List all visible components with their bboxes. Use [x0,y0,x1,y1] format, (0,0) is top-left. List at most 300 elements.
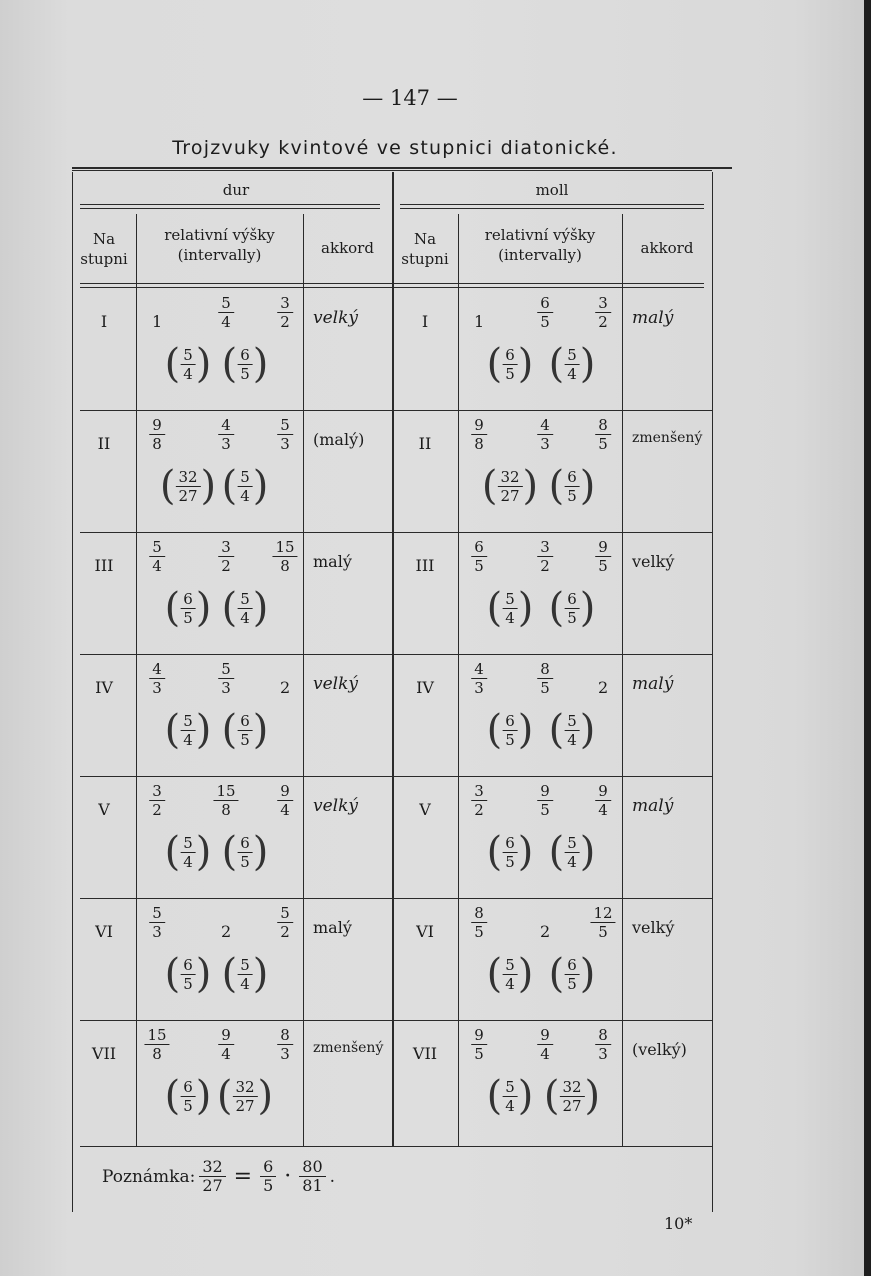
moll-ratio-denominator: 5 [474,1045,484,1063]
moll-interval-numerator: 6 [564,468,580,487]
moll-interval [486,585,534,631]
dur-ratio-numerator: 8 [277,1026,293,1045]
moll-interval-denominator: 5 [567,486,577,505]
dur-ratio-denominator: 2 [152,801,162,819]
moll-interval-fraction [564,712,580,749]
moll-ratio [595,416,611,453]
footnote [102,1158,335,1195]
dur-interval [221,341,269,387]
moll-interval [548,951,596,997]
moll-interval-numerator: 5 [564,712,580,731]
moll-interval-fraction [502,590,518,627]
dur-interval-fraction [237,712,253,749]
dur-interval [164,1073,212,1119]
dur-interval-denominator: 4 [240,608,250,627]
dur-ratio-denominator: 8 [280,557,290,575]
moll-interval-fraction [564,468,580,505]
moll-ratio-denominator: 2 [540,557,550,575]
moll-interval [486,951,534,997]
moll-interval-paren-left: ( [486,341,503,387]
dur-ratio-numerator: 9 [277,782,293,801]
moll-ratio-numerator: 8 [595,1026,611,1045]
moll-ratio-numerator: 12 [590,904,615,923]
moll-interval-denominator: 4 [505,608,515,627]
dur-interval-denominator: 4 [183,364,193,383]
moll-ratio-denominator: 5 [540,679,550,697]
dur-interval-paren-left: ( [164,951,181,997]
dur-ratio-numerator: 5 [277,416,293,435]
dur-chord-label: malý [313,918,352,937]
moll-interval-fraction [559,1078,584,1115]
dur-ratio [149,416,165,453]
dur-interval-denominator: 4 [183,730,193,749]
dur-interval-denominator: 5 [183,974,193,993]
dur-ratio-numerator: 5 [149,538,165,557]
dur-ratio-denominator: 3 [221,435,231,453]
moll-chord-label: (velký) [632,1040,687,1059]
moll-interval [548,707,596,753]
row-rule [80,898,392,899]
dur-ratio [149,904,165,941]
moll-interval-paren-right: ) [584,1073,601,1119]
dur-interval-paren-left: ( [221,585,238,631]
dur-ratio [149,660,165,697]
signature-mark: 10* [664,1214,693,1233]
row-rule [394,654,712,655]
dur-interval-paren-left: ( [164,341,181,387]
moll-interval [548,463,596,509]
dur-ratio-denominator: 8 [152,435,162,453]
dur-ratio [218,660,234,697]
moll-interval-numerator: 5 [502,1078,518,1097]
moll-interval-paren-left: ( [548,585,565,631]
moll-interval-fraction [564,956,580,993]
dur-ratio-numerator: 4 [218,416,234,435]
moll-ratio-numerator: 9 [537,1026,553,1045]
moll-ratio-numerator: 8 [595,416,611,435]
dur-interval-numerator: 5 [237,468,253,487]
moll-ratio [537,294,553,331]
row-rule [80,410,392,411]
moll-chord-label: velký [632,918,675,937]
moll-interval-paren-right: ) [579,585,596,631]
dur-ratios-header [136,225,303,265]
dur-ratios-header-line1: relativní výšky [164,226,275,244]
dur-interval-denominator: 5 [183,1096,193,1115]
dur-interval-denominator: 27 [235,1096,255,1115]
footnote-label: Poznámka: [102,1166,196,1187]
top-rule-inner [72,170,712,171]
dur-interval-paren-left: ( [221,341,238,387]
dur-ratio-denominator: 4 [221,313,231,331]
moll-interval-paren-right: ) [522,463,539,509]
dur-interval-numerator: 5 [237,590,253,609]
dur-ratio [218,294,234,331]
dur-degree-header [72,229,136,269]
moll-interval-paren-left: ( [548,829,565,875]
degree-label: III [415,556,435,575]
row-rule [394,532,712,533]
dur-ratio-denominator: 3 [152,923,162,941]
moll-interval-paren-right: ) [517,341,534,387]
moll-interval-numerator: 5 [564,346,580,365]
dur-ratio-numerator: 15 [144,1026,169,1045]
dur-interval-fraction [180,834,196,871]
dur-header-rule [80,204,380,205]
dur-interval-paren-right: ) [252,829,269,875]
moll-interval [548,829,596,875]
dur-interval [221,951,269,997]
moll-interval-numerator: 6 [564,590,580,609]
dur-heading-line1: dur [222,181,250,199]
moll-ratio [537,1026,553,1063]
moll-ratio-denominator: 5 [474,557,484,575]
moll-chord-label: zmenšený [632,430,703,446]
dur-ratio-numerator: 5 [218,660,234,679]
moll-ratio-whole: 2 [598,678,609,697]
moll-interval-paren-left: ( [486,585,503,631]
footnote-fraction-b: 80 81 [299,1158,325,1195]
subheader-rule-2 [80,287,704,288]
subheader-rule [80,283,704,284]
moll-interval-denominator: 4 [567,364,577,383]
degree-label: IV [416,678,434,697]
dur-interval-fraction [232,1078,257,1115]
dur-interval-paren-left: ( [221,829,238,875]
moll-ratios-header-line1: relativní výšky [484,226,596,244]
degree-label: V [98,800,110,819]
moll-ratio [595,538,611,575]
dur-interval-fraction [180,1078,196,1115]
moll-ratio-numerator: 6 [537,294,553,313]
dur-ratio-whole: 1 [152,312,163,331]
moll-ratio-denominator: 5 [598,435,608,453]
dur-ratio-numerator: 3 [149,782,165,801]
moll-ratio-numerator: 4 [471,660,487,679]
moll-interval-denominator: 27 [562,1096,582,1115]
dur-chord-label: zmenšený [313,1040,384,1056]
moll-interval-paren-right: ) [579,341,596,387]
moll-interval-fraction [502,712,518,749]
moll-interval [486,1073,534,1119]
right-rule [712,172,713,1212]
moll-interval-numerator: 32 [559,1078,584,1097]
moll-interval-fraction [564,834,580,871]
dur-interval-paren-right: ) [195,707,212,753]
dur-chord-label: velký [313,308,359,328]
moll-ratio-whole: 1 [474,312,485,331]
dur-ratio [277,416,293,453]
dur-interval [221,463,269,509]
degree-label: I [100,312,108,331]
column-divider [622,214,623,1146]
dur-interval-denominator: 5 [240,852,250,871]
moll-ratio-denominator: 4 [598,801,608,819]
dur-header-rule-2 [80,208,380,209]
moll-interval-numerator: 5 [564,834,580,853]
dur-interval-paren-right: ) [200,463,217,509]
moll-ratio [471,538,487,575]
moll-interval-paren-left: ( [486,829,503,875]
degree-label: VI [416,922,434,941]
moll-ratio-denominator: 5 [540,313,550,331]
dur-ratio-numerator: 5 [149,904,165,923]
moll-ratio-numerator: 9 [595,538,611,557]
dur-interval-numerator: 6 [180,590,196,609]
moll-ratio-denominator: 5 [474,923,484,941]
degree-label: IV [95,678,113,697]
moll-interval-numerator: 5 [502,956,518,975]
moll-interval-denominator: 4 [505,974,515,993]
moll-interval-fraction [497,468,522,505]
moll-interval-paren-right: ) [517,1073,534,1119]
dur-interval-fraction [237,468,253,505]
dur-interval-paren-left: ( [164,829,181,875]
degree-label: III [94,556,114,575]
dur-ratio-denominator: 3 [280,1045,290,1063]
moll-interval-denominator: 27 [500,486,520,505]
moll-interval-paren-left: ( [486,951,503,997]
dur-chord-header [303,238,392,258]
dur-interval [164,341,212,387]
moll-ratio-denominator: 3 [540,435,550,453]
moll-interval-numerator: 6 [502,834,518,853]
moll-interval-fraction [564,590,580,627]
dur-interval-paren-left: ( [164,1073,181,1119]
dur-interval-paren-left: ( [159,463,176,509]
moll-ratio-numerator: 3 [595,294,611,313]
moll-interval-numerator: 32 [497,468,522,487]
dur-ratio-denominator: 2 [280,923,290,941]
moll-interval-fraction [502,346,518,383]
moll-interval-fraction [564,346,580,383]
dur-interval-numerator: 6 [237,346,253,365]
moll-interval-fraction [502,956,518,993]
dur-chord-label: (malý) [313,430,365,449]
moll-degree-header-line1: Na [413,230,437,248]
dur-ratio-denominator: 8 [221,801,231,819]
moll-ratio-denominator: 5 [598,557,608,575]
dur-interval-numerator: 6 [237,712,253,731]
page-number: — 147 — [362,86,458,110]
degree-label: II [97,434,111,453]
dur-interval-fraction [180,346,196,383]
dur-ratio-denominator: 3 [152,679,162,697]
dur-interval-denominator: 5 [240,364,250,383]
dur-chord-label: malý [313,552,352,571]
dur-interval-paren-right: ) [252,585,269,631]
row-rule [394,898,712,899]
moll-ratio-numerator: 9 [595,782,611,801]
row-rule [80,654,392,655]
dur-interval-fraction [180,590,196,627]
moll-interval-paren-right: ) [517,585,534,631]
dur-interval [164,707,212,753]
moll-interval-paren-left: ( [486,1073,503,1119]
moll-interval-denominator: 4 [567,852,577,871]
moll-chord-label: malý [632,674,674,694]
dur-degree-header-line1: Na [92,230,116,248]
moll-ratio-denominator: 5 [540,801,550,819]
moll-ratio-numerator: 3 [471,782,487,801]
dur-chord-header-line1: akkord [321,239,374,257]
dur-interval-numerator: 5 [237,956,253,975]
dur-interval [221,585,269,631]
bottom-rule [80,1146,712,1147]
moll-interval-paren-left: ( [548,463,565,509]
row-rule [80,532,392,533]
degree-label: II [418,434,432,453]
moll-interval-paren-left: ( [548,341,565,387]
dur-interval-fraction [175,468,200,505]
dur-chord-label: velký [313,796,359,816]
dur-interval-paren-left: ( [221,463,238,509]
dur-degree-header-line2: stupni [80,250,128,268]
dur-interval-paren-right: ) [195,585,212,631]
moll-interval [486,341,534,387]
moll-degree-header-line2: stupni [401,250,449,268]
moll-chord-header [622,238,712,258]
moll-interval-paren-right: ) [579,951,596,997]
dur-ratio [277,782,293,819]
dur-ratio-denominator: 8 [152,1045,162,1063]
dur-ratio-numerator: 9 [149,416,165,435]
dur-ratio-numerator: 3 [277,294,293,313]
moll-ratio-numerator: 9 [471,1026,487,1045]
moll-ratio [537,782,553,819]
moll-ratio [595,782,611,819]
moll-interval [548,585,596,631]
moll-ratio-numerator: 3 [537,538,553,557]
footnote-equals: = [233,1164,253,1189]
moll-interval [543,1073,601,1119]
moll-ratio-numerator: 8 [471,904,487,923]
dur-interval-paren-left: ( [216,1073,233,1119]
dur-interval-numerator: 6 [237,834,253,853]
moll-ratio [471,416,487,453]
moll-ratio [471,660,487,697]
dur-interval-numerator: 32 [175,468,200,487]
dur-interval-numerator: 5 [180,712,196,731]
dur-interval-paren-right: ) [195,341,212,387]
scan-edge [864,0,871,1276]
moll-interval-paren-right: ) [579,463,596,509]
moll-ratio-denominator: 2 [474,801,484,819]
dur-interval-denominator: 4 [240,974,250,993]
moll-ratio-denominator: 8 [474,435,484,453]
column-divider [458,214,459,1146]
dur-interval [164,829,212,875]
dur-ratio-numerator: 3 [218,538,234,557]
dur-interval-numerator: 6 [180,956,196,975]
dur-ratio [218,1026,234,1063]
dur-ratio [213,782,238,819]
dur-interval-paren-right: ) [195,1073,212,1119]
moll-heading-line1: moll [535,181,569,199]
moll-interval-denominator: 5 [505,852,515,871]
dur-interval-numerator: 32 [232,1078,257,1097]
moll-interval-paren-left: ( [548,951,565,997]
dur-chord-label: velký [313,674,359,694]
dur-ratio [277,294,293,331]
moll-interval-fraction [502,1078,518,1115]
moll-ratio-whole: 2 [540,922,551,941]
moll-ratio-denominator: 3 [598,1045,608,1063]
row-rule [394,410,712,411]
moll-ratio [590,904,615,941]
footnote-dot: · [284,1164,292,1189]
moll-ratio-denominator: 5 [598,923,608,941]
dur-ratio-numerator: 5 [277,904,293,923]
moll-heading [392,180,712,200]
dur-ratio-denominator: 4 [221,1045,231,1063]
dur-interval-fraction [237,590,253,627]
row-rule [80,776,392,777]
dur-ratio-denominator: 3 [280,435,290,453]
dur-interval [164,951,212,997]
moll-ratio [537,660,553,697]
moll-degree-header [392,229,458,269]
moll-ratio [595,1026,611,1063]
moll-ratio-numerator: 9 [537,782,553,801]
moll-interval-fraction [502,834,518,871]
dur-ratio-denominator: 2 [221,557,231,575]
moll-ratio [537,416,553,453]
moll-interval [548,341,596,387]
dur-interval [221,829,269,875]
moll-interval-denominator: 5 [567,608,577,627]
moll-chord-label: velký [632,552,675,571]
moll-ratio [471,904,487,941]
moll-chord-label: malý [632,308,674,328]
moll-ratio-denominator: 4 [540,1045,550,1063]
dur-ratio [218,538,234,575]
footnote-fraction-a: $\frac{6}{5}$ [260,1158,276,1195]
dur-ratio-numerator: 15 [213,782,238,801]
dur-interval-denominator: 4 [183,852,193,871]
degree-label: V [419,800,431,819]
moll-interval-paren-right: ) [579,707,596,753]
dur-ratio-numerator: 4 [149,660,165,679]
dur-ratio-denominator: 2 [280,313,290,331]
row-rule [394,776,712,777]
moll-interval [486,829,534,875]
moll-interval-paren-left: ( [548,707,565,753]
dur-ratio-whole: 2 [280,678,291,697]
dur-interval-paren-right: ) [252,463,269,509]
column-divider [303,214,304,1146]
dur-interval-paren-right: ) [252,707,269,753]
moll-interval-numerator: 6 [502,346,518,365]
dur-interval-fraction [237,956,253,993]
dur-ratio [218,416,234,453]
moll-chord-header-line1: akkord [640,239,694,257]
dur-interval-fraction [180,712,196,749]
moll-header-rule-2 [400,208,704,209]
dur-interval-fraction [180,956,196,993]
table-title: Trojzvuky kvintové ve stupnici diatonické. [172,137,618,159]
footnote-fraction-lhs: $\frac{32}{27}$ [199,1158,225,1195]
moll-ratio-numerator: 8 [537,660,553,679]
dur-interval [164,585,212,631]
dur-ratio [272,538,297,575]
moll-ratio [471,1026,487,1063]
column-divider [136,214,137,1146]
dur-interval-paren-right: ) [252,951,269,997]
dur-ratio [277,904,293,941]
dur-heading [80,180,392,200]
row-rule [80,1020,392,1021]
